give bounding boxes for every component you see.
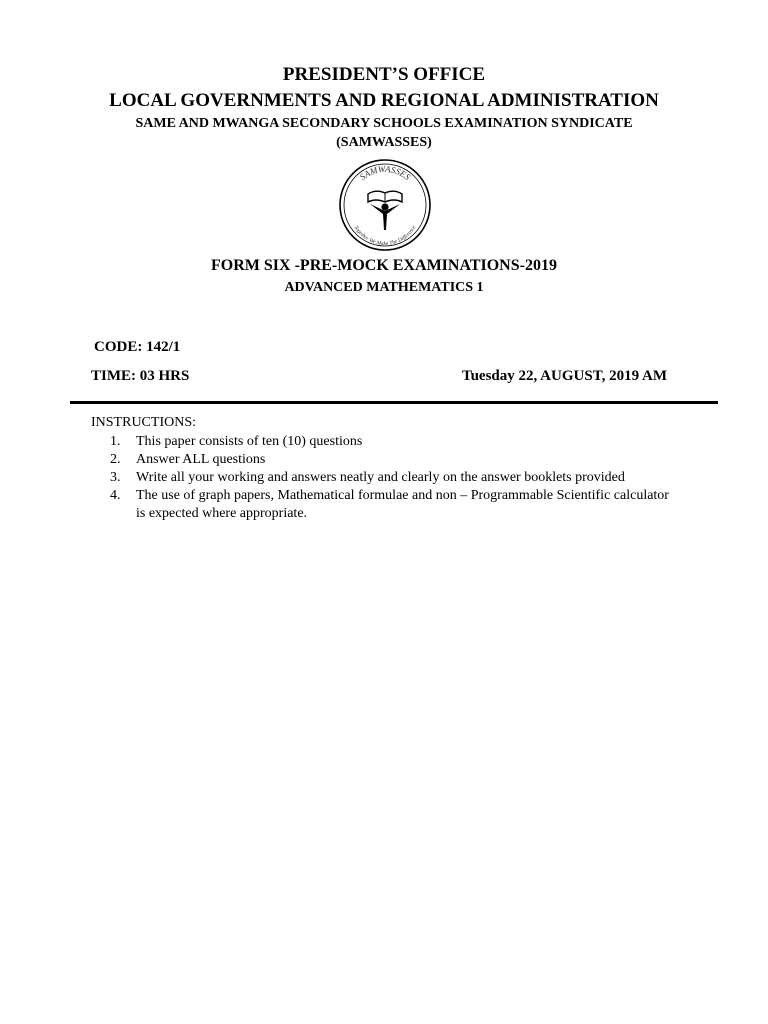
instructions-list — [110, 433, 680, 523]
instruction-text: Write all your working and answers neatly and clearly on the answer booklets provided — [136, 470, 625, 485]
instructions-heading: INSTRUCTIONS: — [91, 415, 197, 430]
instruction-item — [110, 487, 680, 523]
instruction-item — [110, 469, 680, 487]
instruction-number: 3. — [110, 470, 121, 485]
exam-subject: ADVANCED MATHEMATICS 1 — [284, 280, 484, 295]
exam-title: FORM SIX -PRE-MOCK EXAMINATIONS-2019 — [211, 257, 557, 274]
instruction-text: The use of graph papers, Mathematical formulae and non – Programmable Scientific calculator is expected where appropriate. — [136, 488, 669, 521]
exam-date: Tuesday 22, AUGUST, 2019 AM — [461, 368, 667, 384]
instruction-number: 4. — [110, 488, 121, 503]
header-syndicate-acronym: (SAMWASSES) — [336, 135, 432, 150]
instruction-text: Answer ALL questions — [136, 452, 266, 467]
header-presidents-office: PRESIDENT’S OFFICE — [282, 64, 486, 85]
instruction-number: 2. — [110, 452, 121, 467]
seal-top-text: SAMWASSES — [357, 163, 413, 183]
instruction-item — [110, 433, 680, 451]
paper-code: CODE: 142/1 — [94, 339, 181, 355]
samwasses-logo-seal — [338, 158, 432, 252]
horizontal-divider — [70, 401, 718, 404]
instruction-item — [110, 451, 680, 469]
instruction-number: 1. — [110, 434, 121, 449]
exam-duration: TIME: 03 HRS — [91, 368, 190, 384]
header-syndicate: SAME AND MWANGA SECONDARY SCHOOLS EXAMINATION SYNDICATE — [135, 116, 633, 131]
header-local-governments: LOCAL GOVERNMENTS AND REGIONAL ADMINISTRATION — [109, 90, 659, 111]
seal-bottom-text: Together We Make The Difference — [352, 224, 418, 248]
instruction-text: This paper consists of ten (10) questions — [136, 434, 363, 449]
